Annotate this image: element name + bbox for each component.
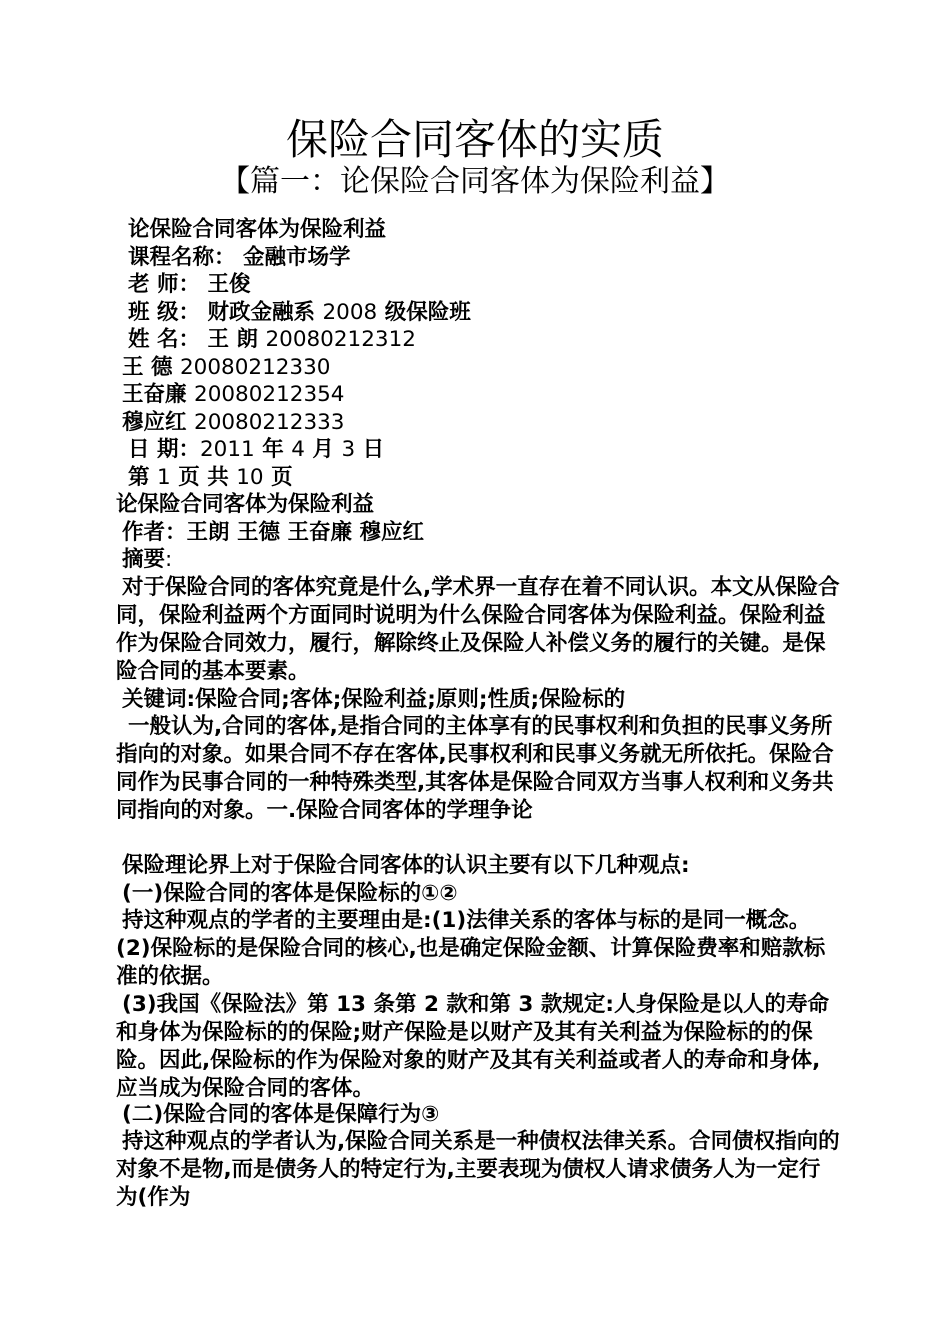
abstract-colon: :: [165, 547, 173, 572]
page-b: 页 共: [178, 465, 229, 490]
body-heading: 论保险合同客体为保险利益: [116, 492, 375, 517]
cover-member-3: [122, 381, 344, 408]
cover-member-4: [122, 409, 344, 436]
page-total: 10: [236, 465, 264, 490]
cover-date-label: 日 期：: [128, 437, 200, 462]
cover-teacher: 老 师： 王俊: [128, 272, 251, 297]
cover-name-label: 姓 名： 王 朗: [128, 327, 258, 352]
member-2-name: 王 德: [122, 355, 173, 380]
member-4-id: 20080212333: [194, 410, 345, 435]
cover-class-year: 2008: [322, 300, 378, 325]
view-2-heading: (二)保险合同的客体是保障行为③: [122, 1102, 440, 1127]
page-a: 第: [128, 465, 150, 490]
cover-date-day: 3: [341, 437, 356, 462]
intro-paragraph: 一般认为,合同的客体,是指合同的主体享有的民事权利和负担的民事义务所指向的对象。如果合同不存在客体,民事权利和民事义务就无所依托。保险合同作为民事合同的一种特殊类型,其客体是保险合同双方当事人权利和义务共同指向的对象。一.保险合同客体的学理争论: [116, 714, 834, 823]
member-3-id: 20080212354: [194, 382, 345, 407]
cover-date-y: 年: [262, 437, 284, 462]
view-1-text-2: (3)我国《保险法》第 13 条第 2 款和第 3 款规定:人身保险是以人的寿命和身体为保险标的的保险;财产保险是以财产及其有关利益为保险标的的保险。因此,保险标的作为保险对象的财产及其有关利益或者人的寿命和身体,应当成为保险合同的客体。: [116, 992, 829, 1101]
keywords: 关键词:保险合同;客体;保险利益;原则;性质;保险标的: [122, 687, 626, 712]
cover-date-month: 4: [291, 437, 305, 462]
abstract-text: 对于保险合同的客体究竟是什么,学术界一直存在着不同认识。本文从保险合同，保险利益两个方面同时说明为什么保险合同客体为保险利益。保险利益作为保险合同效力，履行，解除终止及保险人补偿义务的履行的关键。是保险合同的基本要素。: [116, 575, 840, 684]
page-num: 1: [157, 465, 171, 490]
cover-name: [128, 326, 416, 353]
abstract-label-line: [122, 546, 172, 573]
abstract-label: 摘要: [122, 547, 166, 572]
cover-course: 课程名称： 金融市场学: [128, 245, 351, 270]
cover-name-id: 20080212312: [265, 327, 416, 352]
cover-date-year: 2011: [200, 437, 255, 462]
view-2-text: 持这种观点的学者认为,保险合同关系是一种债权法律关系。合同债权指向的对象不是物,而是债务人的特定行为,主要表现为债权人请求债务人为一定行为(作为: [116, 1129, 840, 1210]
cover-date: [128, 436, 384, 463]
view-1-heading: (一)保险合同的客体是保险标的①②: [122, 881, 458, 906]
page-c: 页: [271, 465, 293, 490]
cover-date-d: 日: [362, 437, 385, 462]
cover-class-label: 班 级： 财政金融系: [128, 300, 315, 325]
member-4-name: 穆应红: [122, 410, 187, 435]
member-3-name: 王奋廉: [122, 382, 187, 407]
body-authors: 作者：王朗 王德 王奋廉 穆应红: [122, 520, 424, 545]
view-1-text: 持这种观点的学者的主要理由是:(1)法律关系的客体与标的是同一概念。(2)保险标的是保险合同的核心,也是确定保险金额、计算保险费率和赔款标准的依据。: [116, 908, 826, 989]
member-2-id: 20080212330: [180, 355, 331, 380]
cover-class: [128, 299, 471, 326]
document-subtitle: 【篇一：论保险合同客体为保险利益】: [220, 164, 730, 199]
cover-date-m: 月: [312, 437, 334, 462]
cover-paper-title: 论保险合同客体为保险利益: [128, 217, 387, 242]
document-title: 保险合同客体的实质: [285, 115, 664, 164]
views-intro: 保险理论界上对于保险合同客体的认识主要有以下几种观点:: [122, 853, 690, 878]
cover-member-2: [122, 354, 330, 381]
cover-page-info: [128, 464, 293, 491]
cover-class-rest: 级保险班: [384, 300, 471, 325]
